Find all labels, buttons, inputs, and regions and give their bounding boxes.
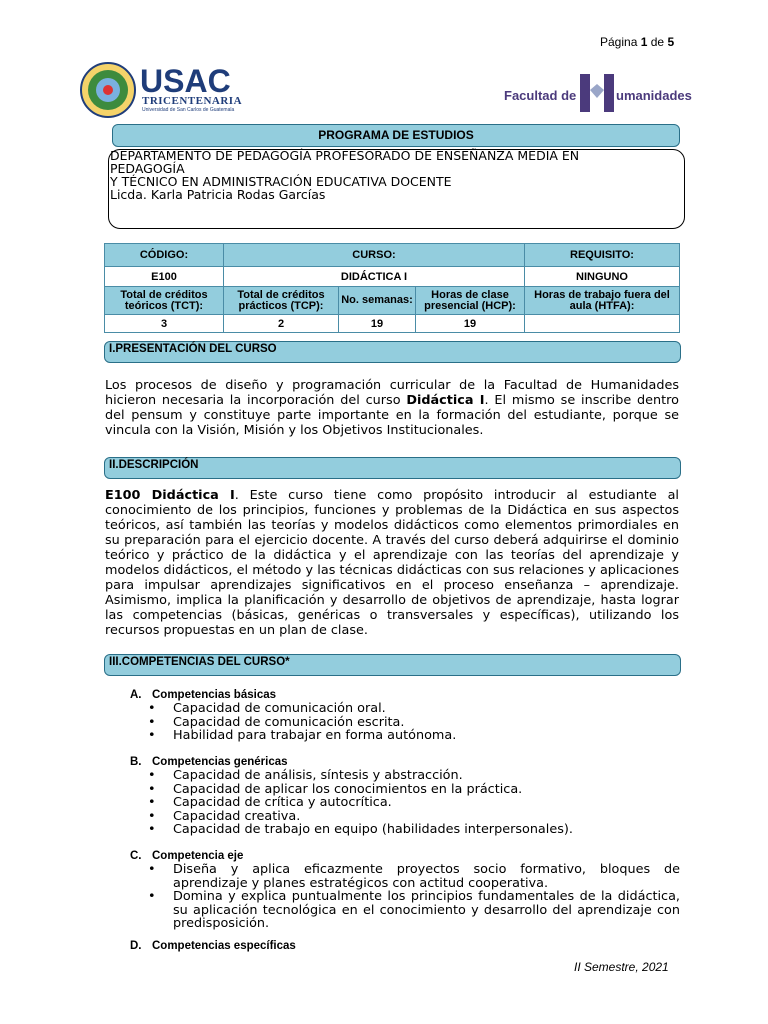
section-presentation-text: Los procesos de diseño y programación curricular de la Facultad de Humanidades hicieron necesaria la incorporación del curso Didáctica I. El mismo se inscribe dentro del pensum y constituye parte importante en la formación del estudiante, porque se vincula con la Visión, Misión y los Objetivos Institucionales. xyxy=(105,378,679,438)
usac-logo xyxy=(78,62,268,118)
usac-name: USAC xyxy=(140,63,231,99)
course-info-table xyxy=(104,243,680,333)
tct-label: Total de créditos teóricos (TCT): xyxy=(105,287,224,315)
page-of: de xyxy=(650,35,665,49)
department-line-2: PEDAGOGÍA xyxy=(110,161,185,176)
faculty-suffix: umanidades xyxy=(616,88,692,103)
section-presentation-title: I.PRESENTACIÓN DEL CURSO xyxy=(104,341,681,363)
htfa-label: Horas de trabajo fuera del aula (HTFA): xyxy=(525,287,680,315)
usac-tagline: Universidad de San Carlos de Guatemala xyxy=(142,107,235,113)
list-item: • Habilidad para trabajar en forma autónoma. xyxy=(130,729,680,742)
competencies-specific xyxy=(130,940,680,953)
hcp-label: Horas de clase presencial (HCP): xyxy=(416,287,525,315)
htfa-value xyxy=(525,315,680,333)
list-item: • Capacidad de trabajo en equipo (habilidades interpersonales). xyxy=(130,823,680,836)
tct-value: 3 xyxy=(105,315,224,333)
tcp-label: Total de créditos prácticos (TCP): xyxy=(224,287,339,315)
usac-seal-icon xyxy=(78,62,268,118)
list-item: • Capacidad de comunicación escrita. xyxy=(130,716,680,729)
course-code: E100 xyxy=(105,267,224,287)
course-code-bold: E100 Didáctica I xyxy=(105,488,235,503)
list-item: • Diseña y aplica eficazmente proyectos socio formativo, bloques de aprendizaje y planes estratégicos con actitud cooperativa. xyxy=(130,863,680,890)
usac-subtitle: TRICENTENARIA xyxy=(142,95,243,107)
competencies-generic xyxy=(130,756,680,836)
list-item: • Capacidad creativa. xyxy=(130,810,680,823)
competencies-basic-title: A. Competencias básicas xyxy=(130,689,277,701)
code-header: CÓDIGO: xyxy=(105,244,224,267)
page-total: 5 xyxy=(667,35,675,49)
weeks-label: No. semanas: xyxy=(339,287,416,315)
section-competencies-title: III.COMPETENCIAS DEL CURSO* xyxy=(104,654,681,676)
faculty-prefix: Facultad de xyxy=(504,88,577,103)
program-title: PROGRAMA DE ESTUDIOS xyxy=(112,124,680,147)
competencies-core-title: C. Competencia eje xyxy=(130,850,244,862)
department-line-1: DEPARTAMENTO DE PEDAGOGÍA PROFESORADO DE ENSEÑANZA MEDIA EN xyxy=(110,148,580,163)
faculty-logo xyxy=(504,70,704,116)
list-item: • Capacidad de análisis, síntesis y abstracción. xyxy=(130,769,680,782)
list-item: • Capacidad de aplicar los conocimientos en la práctica. xyxy=(130,783,680,796)
course-name: DIDÁCTICA I xyxy=(224,267,525,287)
competencies-basic xyxy=(130,689,680,743)
department-line-3: Y TÉCNICO EN ADMINISTRACIÓN EDUCATIVA DOCENTE xyxy=(110,174,452,189)
competencies-generic-title: B. Competencias genéricas xyxy=(130,756,288,768)
teacher-name: Licda. Karla Patricia Rodas Garcías xyxy=(110,187,326,202)
department-text xyxy=(110,149,670,201)
list-item: • Capacidad de crítica y autocrítica. xyxy=(130,796,680,809)
hcp-value: 19 xyxy=(416,315,525,333)
list-item: • Capacidad de comunicación oral. xyxy=(130,702,680,715)
weeks-value: 19 xyxy=(339,315,416,333)
competencies-specific-title: D. Competencias específicas xyxy=(130,940,296,952)
competencies-core xyxy=(130,850,680,930)
list-item: • Domina y explica puntualmente los principios fundamentales de la didáctica, su aplicación tecnológica en el conocimiento y desarrollo del aprendizaje con predisposición. xyxy=(130,890,680,930)
section-description-text: E100 Didáctica I. Este curso tiene como propósito introducir al estudiante al conocimiento de los principios, funciones y problemas de la Didáctica en sus aspectos teóricos, así también las teorías y modelos didácticos como elementos primordiales en su preparación para el ejercicio docente. A través del curso deberá adquirirse el dominio teórico y práctico de la didáctica y el aprendizaje con las teorías del aprendizaje y modelos didácticos, el método y las técnicas didácticas con sus relaciones y aplicaciones para impulsar aprendizajes significativos en el proceso enseñanza – aprendizaje. Asimismo, implica la planificación y desarrollo de objetivos de aprendizaje, hasta lograr las competencias (básicas, genéricas o transversales y específicas), utilizando los recursos propuestas en un plan de clase. xyxy=(105,488,679,638)
course-prereq: NINGUNO xyxy=(525,267,680,287)
course-name-bold: Didáctica I xyxy=(406,393,485,408)
page-current: 1 xyxy=(640,35,648,49)
faculty-h-icon xyxy=(580,74,614,112)
course-header: CURSO: xyxy=(224,244,525,267)
section-description-title: II.DESCRIPCIÓN xyxy=(104,457,681,479)
tcp-value: 2 xyxy=(224,315,339,333)
footer-semester: II Semestre, 2021 xyxy=(574,960,669,974)
page-label: Página xyxy=(600,35,638,49)
prereq-header: REQUISITO: xyxy=(525,244,680,267)
page-number xyxy=(600,35,674,49)
